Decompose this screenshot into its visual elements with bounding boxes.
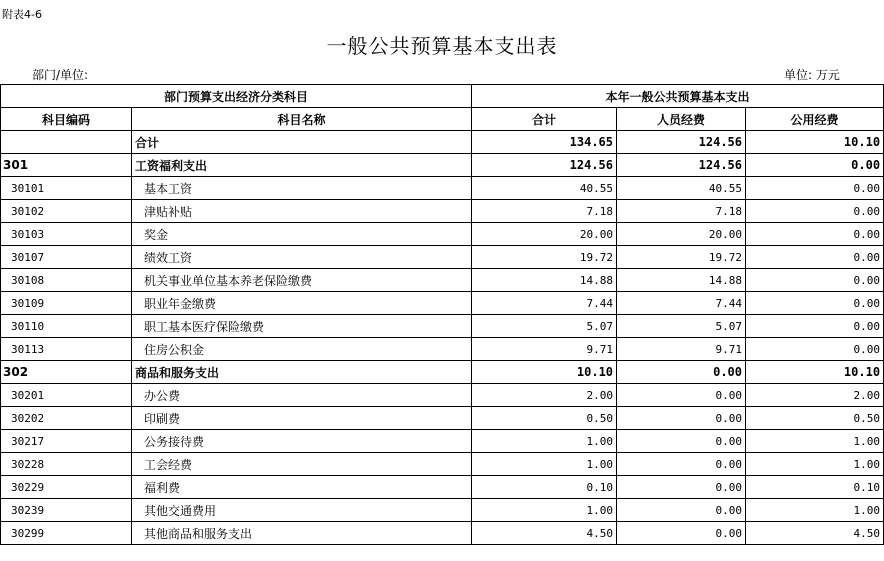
row-code: 302 (1, 361, 132, 384)
group-header-row (1, 85, 884, 108)
row-name: 基本工资 (132, 177, 472, 200)
row-total: 0.50 (472, 407, 617, 430)
row-name: 津贴补贴 (132, 200, 472, 223)
header-group-left: 部门预算支出经济分类科目 (1, 85, 472, 108)
row-public: 0.00 (746, 246, 884, 269)
row-code: 30229 (1, 476, 132, 499)
row-personnel: 0.00 (617, 407, 746, 430)
page-title: 一般公共预算基本支出表 (326, 34, 558, 58)
row-personnel: 9.71 (617, 338, 746, 361)
row-personnel: 0.00 (617, 384, 746, 407)
column-header-row (1, 108, 884, 131)
row-name: 福利费 (132, 476, 472, 499)
row-public: 0.00 (746, 315, 884, 338)
row-total: 10.10 (472, 361, 617, 384)
row-code: 301 (1, 154, 132, 177)
row-personnel: 0.00 (617, 499, 746, 522)
row-personnel: 40.55 (617, 177, 746, 200)
table-row (1, 522, 884, 545)
header-personnel: 人员经费 (617, 108, 746, 131)
row-personnel: 124.56 (617, 131, 746, 154)
row-code: 30228 (1, 453, 132, 476)
row-name: 机关事业单位基本养老保险缴费 (132, 269, 472, 292)
row-personnel: 0.00 (617, 476, 746, 499)
row-name: 绩效工资 (132, 246, 472, 269)
row-name: 奖金 (132, 223, 472, 246)
row-code: 30103 (1, 223, 132, 246)
row-public: 0.00 (746, 177, 884, 200)
header-total: 合计 (472, 108, 617, 131)
row-public: 0.10 (746, 476, 884, 499)
header-public: 公用经费 (746, 108, 884, 131)
row-total: 7.44 (472, 292, 617, 315)
row-name: 住房公积金 (132, 338, 472, 361)
row-public: 10.10 (746, 131, 884, 154)
row-public: 1.00 (746, 453, 884, 476)
row-personnel: 20.00 (617, 223, 746, 246)
table-row (1, 292, 884, 315)
row-total: 2.00 (472, 384, 617, 407)
row-total: 9.71 (472, 338, 617, 361)
row-total: 40.55 (472, 177, 617, 200)
row-name: 公务接待费 (132, 430, 472, 453)
row-code: 30101 (1, 177, 132, 200)
row-name: 其他商品和服务支出 (132, 522, 472, 545)
row-name: 办公费 (132, 384, 472, 407)
row-code: 30299 (1, 522, 132, 545)
header-group-right: 本年一般公共预算基本支出 (472, 85, 884, 108)
row-total: 20.00 (472, 223, 617, 246)
row-personnel: 0.00 (617, 430, 746, 453)
row-total: 19.72 (472, 246, 617, 269)
table-row (1, 338, 884, 361)
row-code: 30102 (1, 200, 132, 223)
row-name: 合计 (132, 131, 472, 154)
row-code: 30110 (1, 315, 132, 338)
row-personnel: 5.07 (617, 315, 746, 338)
row-public: 0.00 (746, 200, 884, 223)
header-code: 科目编码 (1, 108, 132, 131)
row-personnel: 0.00 (617, 361, 746, 384)
attachment-label: 附表4-6 (2, 8, 42, 21)
row-code: 30109 (1, 292, 132, 315)
row-total: 1.00 (472, 453, 617, 476)
table-row (1, 154, 884, 177)
table-row (1, 499, 884, 522)
row-name: 其他交通费用 (132, 499, 472, 522)
row-public: 0.00 (746, 292, 884, 315)
row-personnel: 0.00 (617, 453, 746, 476)
row-code: 30108 (1, 269, 132, 292)
table-row (1, 223, 884, 246)
row-public: 2.00 (746, 384, 884, 407)
row-code: 30201 (1, 384, 132, 407)
table-body (1, 131, 884, 545)
row-public: 0.00 (746, 154, 884, 177)
department-label: 部门/单位: (32, 68, 89, 82)
row-total: 1.00 (472, 499, 617, 522)
table-row (1, 177, 884, 200)
row-code: 30239 (1, 499, 132, 522)
table-row (1, 361, 884, 384)
table-row (1, 315, 884, 338)
table-row (1, 476, 884, 499)
row-public: 1.00 (746, 430, 884, 453)
row-public: 0.00 (746, 223, 884, 246)
table-row (1, 269, 884, 292)
row-total: 14.88 (472, 269, 617, 292)
table-row (1, 131, 884, 154)
row-public: 4.50 (746, 522, 884, 545)
row-total: 124.56 (472, 154, 617, 177)
budget-table (0, 84, 884, 545)
row-total: 1.00 (472, 430, 617, 453)
row-personnel: 19.72 (617, 246, 746, 269)
table-row (1, 407, 884, 430)
row-public: 1.00 (746, 499, 884, 522)
row-code: 30202 (1, 407, 132, 430)
row-public: 0.00 (746, 338, 884, 361)
row-code (1, 131, 132, 154)
row-name: 印刷费 (132, 407, 472, 430)
row-name: 职业年金缴费 (132, 292, 472, 315)
row-personnel: 14.88 (617, 269, 746, 292)
row-name: 商品和服务支出 (132, 361, 472, 384)
row-personnel: 124.56 (617, 154, 746, 177)
row-personnel: 7.44 (617, 292, 746, 315)
row-total: 5.07 (472, 315, 617, 338)
row-code: 30113 (1, 338, 132, 361)
row-code: 30217 (1, 430, 132, 453)
table-row (1, 453, 884, 476)
row-total: 134.65 (472, 131, 617, 154)
row-total: 0.10 (472, 476, 617, 499)
row-public: 10.10 (746, 361, 884, 384)
row-name: 职工基本医疗保险缴费 (132, 315, 472, 338)
row-personnel: 7.18 (617, 200, 746, 223)
row-personnel: 0.00 (617, 522, 746, 545)
row-name: 工资福利支出 (132, 154, 472, 177)
table-row (1, 246, 884, 269)
header-name: 科目名称 (132, 108, 472, 131)
row-public: 0.50 (746, 407, 884, 430)
row-total: 4.50 (472, 522, 617, 545)
row-code: 30107 (1, 246, 132, 269)
table-row (1, 384, 884, 407)
row-name: 工会经费 (132, 453, 472, 476)
unit-label: 单位: 万元 (784, 68, 840, 82)
table-row (1, 430, 884, 453)
table-row (1, 200, 884, 223)
row-total: 7.18 (472, 200, 617, 223)
row-public: 0.00 (746, 269, 884, 292)
